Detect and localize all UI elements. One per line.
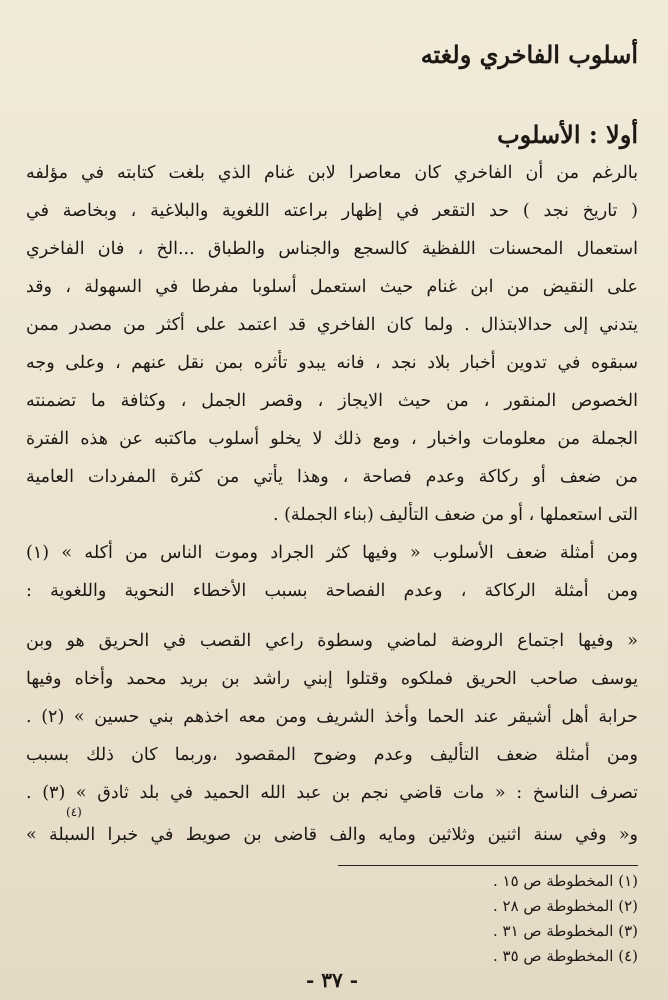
body-line: استعمال المحسنات اللفظية كالسجع والجناس والطباق ...الخ ، فان الفاخري: [26, 239, 638, 259]
body-line: و« وفي سنة اثنين وثلاثين ومايه والف قاضى بن صويط في خبرا السبلة »: [26, 825, 638, 845]
footnote: (١) المخطوطة ص ١٥ .: [492, 872, 638, 890]
body-line: الخصوص المنقور ، من حيث الايجاز ، وقصر الجمل ، وكثافة ما تضمنته: [26, 391, 638, 411]
footnote: (٣) المخطوطة ص ٣١ .: [492, 922, 638, 940]
footnote-divider: [338, 865, 638, 866]
body-line: يتدني إلى حدالابتذال . ولما كان الفاخري قد اعتمد على أكثر من مصدر ممن: [26, 315, 638, 335]
body-line: ومن أمثلة ضعف التأليف وعدم وضوح المقصود ،وربما كان ذلك بسبب: [26, 745, 638, 765]
body-line: بالرغم من أن الفاخري كان معاصرا لابن غنام الذي بلغت كتابته في مؤلفه: [26, 163, 638, 183]
footnote-marker: (٤): [66, 805, 82, 819]
footnote: (٤) المخطوطة ص ٣٥ .: [492, 947, 638, 965]
chapter-title: أسلوب الفاخري ولغته: [420, 40, 638, 69]
page-number: - ٣٧ -: [305, 968, 358, 992]
body-line: سبقوه في تدوين أخبار بلاد نجد ، فانه يبدو تأثره بمن نقل عنهم ، وعلى وجه: [26, 353, 638, 373]
body-line: ومن أمثلة ضعف الأسلوب « وفيها كثر الجراد وموت الناس من أكله » (١): [26, 543, 638, 563]
body-line: من ضعف أو ركاكة وعدم فصاحة ، وهذا يأتي من كثرة المفردات العامية: [26, 467, 638, 487]
body-line: التى استعملها ، أو من ضعف التأليف (بناء الجملة) .: [272, 505, 638, 525]
footnote: (٢) المخطوطة ص ٢٨ .: [492, 897, 638, 915]
body-line: على النقيض من ابن غنام حيث استعمل أسلوبا مفرطا في السهولة ، وقد: [26, 277, 638, 297]
quote-line: يوسف صاحب الحريق فملكوه وقتلوا إبني راشد بن بريد محمد وأخاه وفيها: [26, 669, 638, 689]
body-line: ومن أمثلة الركاكة ، وعدم الفصاحة بسبب الأخطاء النحوية واللغوية :: [26, 581, 638, 601]
body-line: ( تاريخ نجد ) حد التقعر في إظهار براعته اللغوية والبلاغية ، وبخاصة في: [26, 201, 638, 221]
section-heading: أولا : الأسلوب: [497, 120, 638, 149]
quote-line: « وفيها اجتماع الروضة لماضي وسطوة راعي القصب في الحريق هو وبن: [26, 631, 638, 651]
body-line: تصرف الناسخ : « مات قاضي نجم بن عبد الله الحميد في بلد ثادق » (٣) .: [26, 783, 638, 803]
quote-line: حرابة أهل أشيقر عند الحما وأخذ الشريف ومن معه اخذهم بني حسين » (٢) .: [26, 707, 638, 727]
body-line: الجملة من معلومات واخبار ، ومع ذلك لا يخلو أسلوب ماكتبه عن هذه الفترة: [26, 429, 638, 449]
